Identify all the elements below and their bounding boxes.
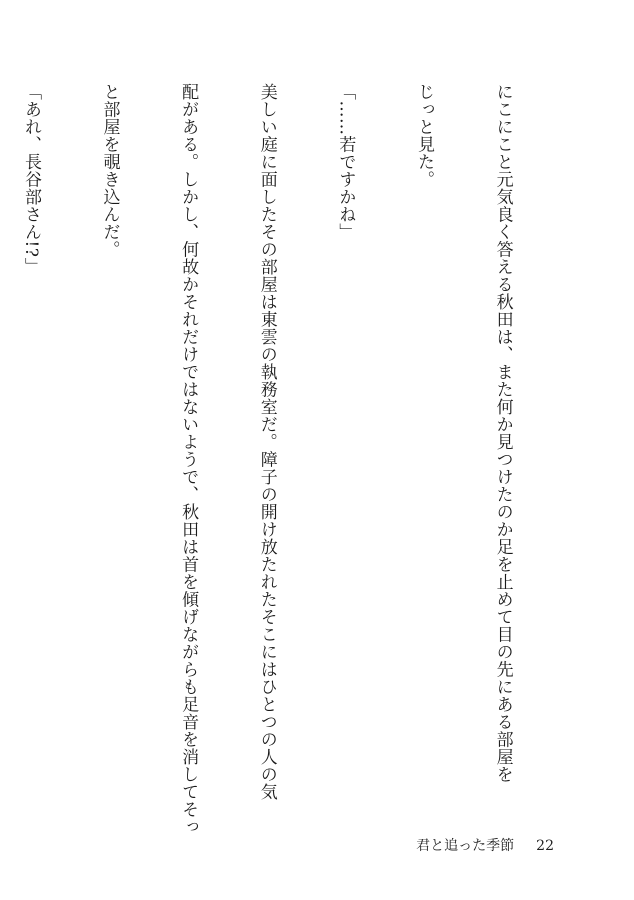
page-number: 22 (536, 838, 554, 854)
text-line: 「……若ですかね」 (335, 83, 356, 241)
text-line: 配がある。しかし、何故かそれだけではないようで、秋田は首を傾げながらも足音を消してそっ (178, 83, 199, 836)
page-footer (416, 835, 554, 855)
book-title: 君と追った季節 (416, 838, 515, 854)
body-text (0, 83, 568, 836)
text-line: と部屋を覗き込んだ。 (99, 83, 120, 258)
text-line: 美しい庭に面したその部屋は東雲の執務室だ。障子の開け放たれたそこにはひとつの人の気 (256, 83, 277, 801)
text-line: にこにこと元気良く答える秋田は、また何か見つけたのか足を止めて目の先にある部屋を (492, 83, 513, 783)
text-line: じっと見た。 (413, 83, 434, 188)
text-line: 「あれ、長谷部さん!?」 (20, 83, 41, 275)
